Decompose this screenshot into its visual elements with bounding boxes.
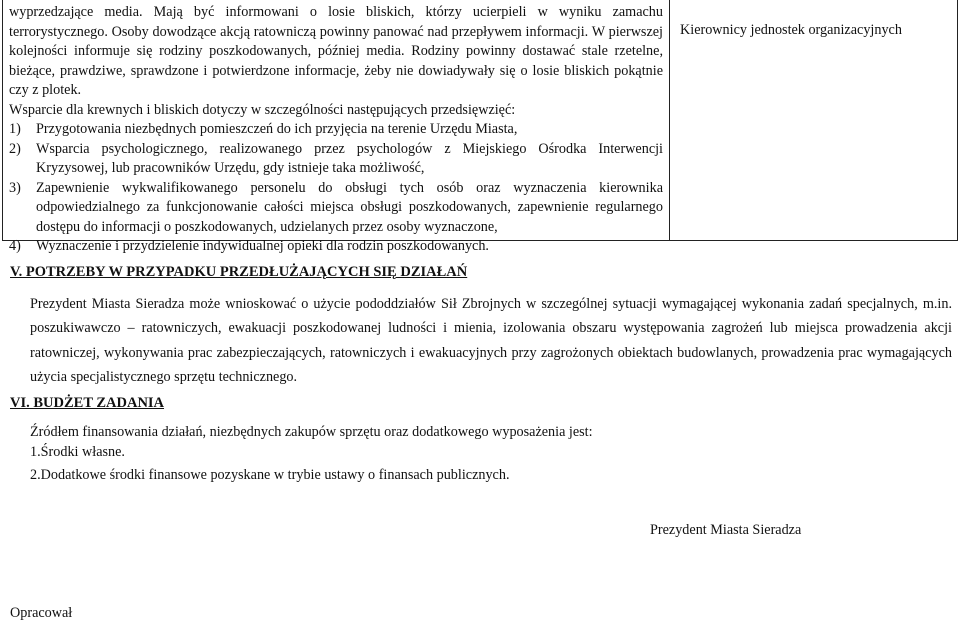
prepared-by-label: Opracował <box>10 605 73 621</box>
item-text: Zapewnienie wykwalifikowanego personelu do obsługi tych osób oraz wyznaczenia kierownika odpowiedzialnego za funkcjonowanie całości miejsca obsługi poszkodowanych, zapewnienie regularnego dostępu do informacji o poszkodowanych, udzielanych przez osoby wyznaczone, <box>36 179 663 235</box>
list-item <box>9 140 663 179</box>
procedure-table <box>2 0 958 254</box>
table-left-cell <box>3 0 670 254</box>
responsible-cell: Kierownicy jednostek organizacyjnych <box>680 22 902 38</box>
section-5-text: Prezydent Miasta Sieradza może wnioskować o użycie pododdziałów Sił Zbrojnych w szczególnej sytuacji wymagającej wykonania zadań specjalnych, m.in. poszukiwawczo – ratowniczych, ewakuacji poszkodowanej ludności i mienia, izolowania obszaru występowania zagrożeń lub miejsca prowadzenia akcji ratowniczej, wykonywania prac zabezpieczających, ratowniczych i ewakuacyjnych przy zagrożonych obiektach budowlanych, prowadzenia prac wymagających użycia specjalistycznego sprzętu technicznego. <box>30 296 952 385</box>
item-text: Wsparcia psychologicznego, realizowanego przez psychologów z Miejskiego Ośrodka Interwencji Kryzysowej, lub pracowników Urzędu, gdy istnieje taka możliwość, <box>36 140 663 176</box>
budget-item-1: 1.Środki własne. <box>30 444 125 460</box>
item-number: 3) <box>9 179 21 196</box>
info-paragraph: wyprzedzające media. Mają być informowani o losie bliskich, którzy ucierpieli w wyniku zamachu terrorystycznego. Osoby dowodzące akcją ratowniczą powinny panować nad przepływem informacji. W pierwszej kolejności informuje się rodziny poszkodowanych, później media. Rodziny powinny dostawać stale rzetelne, bieżące, prawdziwe, sprawdzone i potwierdzone informacje, żeby nie dowiadywały się o losie bliskich pokątnie czy z plotek. <box>9 4 663 98</box>
list-item <box>9 237 663 257</box>
item-number: 1) <box>9 121 21 137</box>
budget-source-line: Źródłem finansowania działań, niezbędnych zakupów sprzętu oraz dodatkowego wyposażenia jest: <box>30 424 593 440</box>
item-text: Wyznaczenie i przydzielenie indywidualnej opieki dla rodzin poszkodowanych. <box>36 238 489 254</box>
section-6-title: VI. BUDŻET ZADANIA <box>10 395 165 411</box>
list-item <box>9 120 663 140</box>
item-number: 2) <box>9 140 21 157</box>
list-item <box>9 179 663 238</box>
support-intro: Wsparcie dla krewnych i bliskich dotyczy w szczególności następujących przedsięwzięć: <box>9 101 516 118</box>
section-5-title: V. POTRZEBY W PRZYPADKU PRZEDŁUŻAJĄCYCH SIĘ DZIAŁAŃ <box>10 264 468 280</box>
signature-line: Prezydent Miasta Sieradza <box>650 522 802 538</box>
budget-item-2: 2.Dodatkowe środki finansowe pozyskane w trybie ustawy o finansach publicznych. <box>30 467 510 483</box>
item-number: 4) <box>9 238 21 254</box>
item-text: Przygotowania niezbędnych pomieszczeń do ich przyjęcia na terenie Urzędu Miasta, <box>36 121 518 137</box>
